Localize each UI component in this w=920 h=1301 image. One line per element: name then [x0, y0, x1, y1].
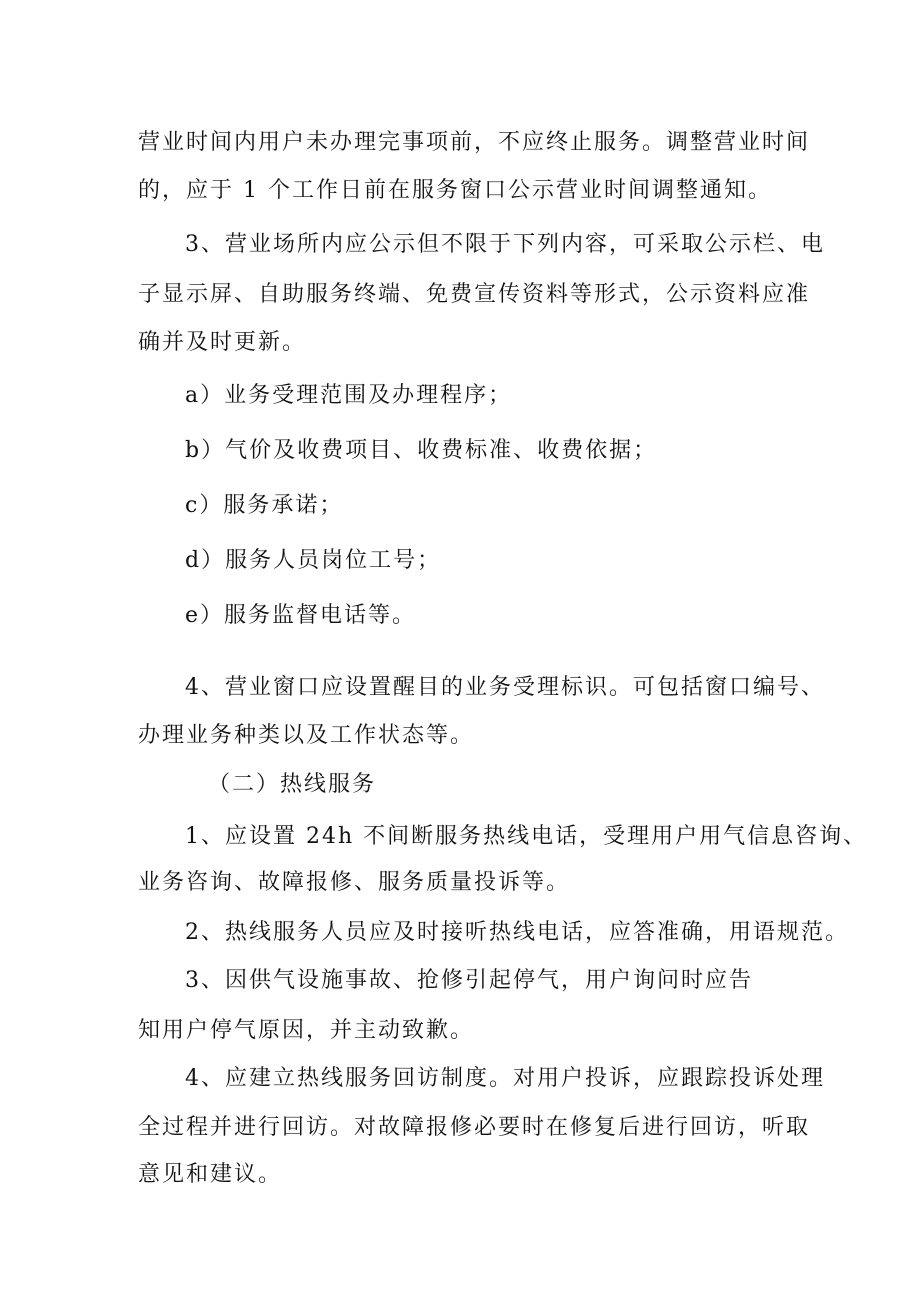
paragraph-line: 4、应建立热线服务回访制度。对用户投诉，应跟踪投诉处理	[185, 1066, 825, 1091]
section-heading: （二）热线服务	[208, 772, 377, 797]
paragraph-line: 确并及时更新。	[138, 330, 307, 355]
paragraph-line: 3、营业场所内应公示但不限于下列内容，可采取公示栏、电	[185, 232, 825, 257]
list-item-d: d）服务人员岗位工号；	[185, 548, 442, 573]
paragraph-line: 营业时间内用户未办理完事项前，不应终止服务。调整营业时间	[138, 130, 811, 155]
paragraph-line: 全过程并进行回访。对故障报修必要时在修复后进行回访，听取	[138, 1115, 811, 1140]
list-item-e: e）服务监督电话等。	[185, 603, 417, 628]
paragraph-line: 的，应于 1 个工作日前在服务窗口公示营业时间调整通知。	[138, 178, 772, 203]
paragraph-line: 2、热线服务人员应及时接听热线电话，应答准确，用语规范。	[185, 920, 849, 945]
paragraph-line: 子显示屏、自助服务终端、免费宣传资料等形式，公示资料应准	[138, 282, 811, 307]
paragraph-line: 业务咨询、故障报修、服务质量投诉等。	[138, 870, 571, 895]
paragraph-line: 3、因供气设施事故、抢修引起停气，用户询问时应告	[185, 968, 753, 993]
paragraph-line: 办理业务种类以及工作状态等。	[138, 723, 475, 748]
paragraph-line: 意见和建议。	[138, 1162, 283, 1187]
paragraph-line: 知用户停气原因，并主动致歉。	[138, 1018, 475, 1043]
list-item-b: b）气价及收费项目、收费标准、收费依据；	[185, 438, 658, 463]
paragraph-line: 1、应设置 24h 不间断服务热线电话，受理用户用气信息咨询、	[185, 824, 868, 849]
list-item-a: a）业务受理范围及办理程序；	[185, 383, 513, 408]
list-item-c: c）服务承诺；	[185, 493, 344, 518]
paragraph-line: 4、营业窗口应设置醒目的业务受理标识。可包括窗口编号、	[185, 675, 825, 700]
